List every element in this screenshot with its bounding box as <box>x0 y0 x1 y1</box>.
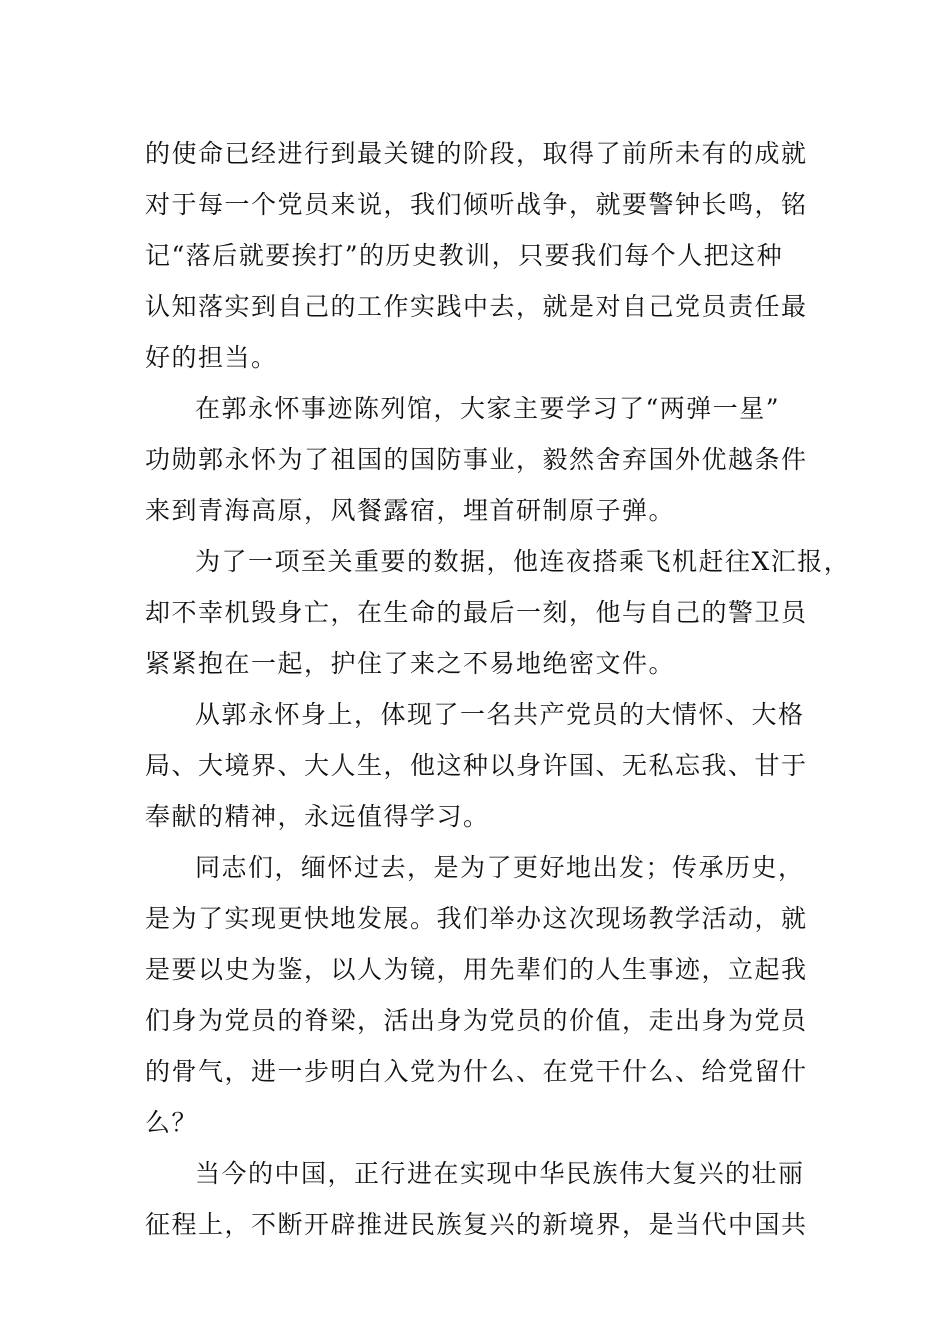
text-line: 么？ <box>145 1108 199 1137</box>
text-line: 紧紧抱在一起，护住了来之不易地绝密文件。 <box>145 649 676 678</box>
text-line: 好的担当。 <box>145 343 278 372</box>
text-line: 同志们，缅怀过去，是为了更好地出发；传承历史， <box>195 853 805 882</box>
text-line: 征程上，不断开辟推进民族复兴的新境界，是当代中国共 <box>145 1210 808 1239</box>
text-line: 是要以史为鉴，以人为镜，用先辈们的人生事迹，立起我 <box>145 955 808 984</box>
text-line: 是为了实现更快地发展。我们举办这次现场教学活动，就 <box>145 904 808 933</box>
text-line: 来到青海高原，风餐露宿，埋首研制原子弹。 <box>145 496 676 525</box>
text-line: 在郭永怀事迹陈列馆，大家主要学习了“两弹一星” <box>195 394 781 423</box>
text-line: 从郭永怀身上，体现了一名共产党员的大情怀、大格 <box>195 700 805 729</box>
text-line: 奉献的精神，永远值得学习。 <box>145 802 490 831</box>
text-line: 当今的中国，正行进在实现中华民族伟大复兴的壮丽 <box>195 1159 805 1188</box>
text-line: 为了一项至关重要的数据，他连夜搭乘飞机赶往X汇报， <box>195 547 851 576</box>
text-line: 的骨气，进一步明白入党为什么、在党干什么、给党留什 <box>145 1057 808 1086</box>
text-line: 的使命已经进行到最关键的阶段，取得了前所未有的成就 <box>145 139 808 168</box>
text-line: 对于每一个党员来说，我们倾听战争，就要警钟长鸣，铭 <box>145 190 808 219</box>
text-line: 功勋郭永怀为了祖国的国防事业，毅然舍弃国外优越条件 <box>145 445 808 474</box>
body-text <box>145 128 851 1250</box>
text-line: 局、大境界、大人生，他这种以身许国、无私忘我、甘于 <box>145 751 808 780</box>
text-line: 却不幸机毁身亡，在生命的最后一刻，他与自己的警卫员 <box>145 598 808 627</box>
text-line: 认知落实到自己的工作实践中去，就是对自己党员责任最 <box>145 292 808 321</box>
text-line: 记“落后就要挨打”的历史教训，只要我们每个人把这种 <box>145 241 784 270</box>
text-line: 们身为党员的脊梁，活出身为党员的价值，走出身为党员 <box>145 1006 808 1035</box>
